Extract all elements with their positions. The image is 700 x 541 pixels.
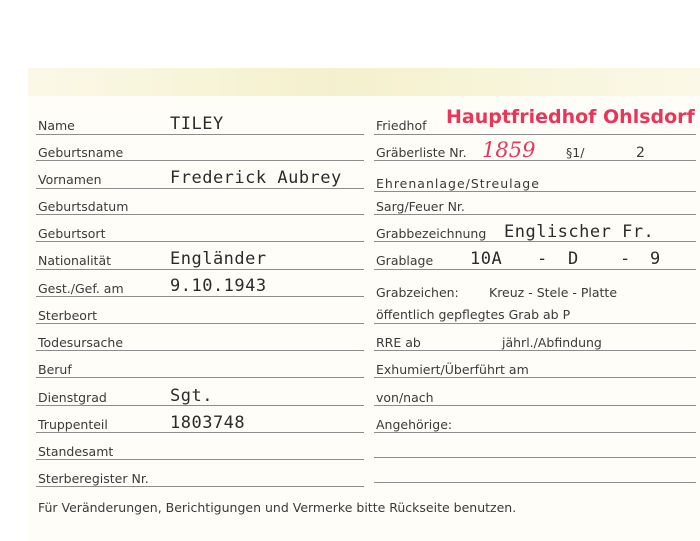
rule: [374, 323, 696, 324]
relatives-label: Angehörige:: [376, 417, 453, 432]
rule: [36, 350, 364, 351]
rule: [374, 134, 696, 135]
exhumed-label: Exhumiert/Überführt am: [376, 362, 529, 377]
registry-office-label: Standesamt: [38, 444, 114, 459]
rule: [36, 405, 364, 406]
firstnames-label: Vornamen: [38, 172, 102, 187]
rule: [374, 214, 696, 215]
header-band: [28, 68, 700, 96]
gravelist-sub: 2: [636, 145, 645, 161]
birthdate-label: Geburtsdatum: [38, 199, 129, 214]
rule: [36, 188, 364, 189]
rule: [36, 269, 364, 270]
rule: [36, 214, 364, 215]
gravename-label: Grabbezeichnung: [376, 226, 487, 241]
rule: [374, 241, 696, 242]
location-dash: -: [537, 249, 548, 269]
unit-value: 1803748: [170, 413, 246, 433]
rule: [374, 191, 696, 192]
rule: [374, 160, 696, 161]
rank-label: Dienstgrad: [38, 390, 107, 405]
cemetery-stamp: Hauptfriedhof Ohlsdorf: [446, 106, 695, 128]
birthplace-label: Geburtsort: [38, 226, 106, 241]
location-b: D: [568, 249, 579, 269]
rule: [374, 482, 696, 483]
rule: [374, 269, 696, 270]
rre-label: RRE ab: [376, 335, 421, 350]
cause-label: Todesursache: [38, 335, 124, 350]
died-value: 9.10.1943: [170, 276, 267, 296]
deathplace-label: Sterbeort: [38, 308, 97, 323]
cemetery-label: Friedhof: [376, 118, 427, 133]
gravelist-label: Gräberliste Nr.: [376, 145, 467, 160]
rule: [36, 160, 364, 161]
name-value: TILEY: [170, 114, 224, 134]
firstnames-value: Frederick Aubrey: [170, 168, 342, 188]
rule: [374, 350, 696, 351]
rule: [36, 432, 364, 433]
rre-options: jährl./Abfindung: [502, 335, 602, 350]
death-register-label: Sterberegister Nr.: [38, 471, 149, 486]
rule: [36, 377, 364, 378]
name-label: Name: [38, 118, 75, 133]
gravename-value: Englischer Fr.: [504, 222, 655, 242]
rule: [374, 457, 696, 458]
nationality-label: Nationalität: [38, 253, 112, 268]
rule: [36, 134, 364, 135]
honor-label: Ehrenanlage/Streulage: [376, 176, 540, 191]
location-a: 10A: [470, 249, 503, 269]
rule: [36, 323, 364, 324]
rule: [374, 377, 696, 378]
location-dash: -: [620, 249, 631, 269]
died-label: Gest./Gef. am: [38, 281, 124, 296]
gravelist-paragraph: §1/: [566, 145, 585, 160]
rule: [36, 486, 364, 487]
gravelist-number: 1859: [482, 138, 536, 162]
profession-label: Beruf: [38, 362, 72, 377]
footer-note: Für Veränderungen, Berichtigungen und Vermerke bitte Rückseite benutzen.: [38, 500, 517, 515]
public-grave-label: öffentlich gepflegtes Grab ab P: [376, 307, 571, 322]
unit-label: Truppenteil: [38, 417, 108, 432]
location-label: Grablage: [376, 253, 434, 268]
rule: [36, 241, 364, 242]
coffin-label: Sarg/Feuer Nr.: [376, 199, 465, 214]
nationality-value: Engländer: [170, 249, 267, 269]
marker-label: Grabzeichen:: [376, 285, 459, 300]
marker-options: Kreuz - Stele - Platte: [489, 285, 618, 300]
rule: [374, 405, 696, 406]
fromto-label: von/nach: [376, 390, 434, 405]
location-c: 9: [650, 249, 661, 269]
rule: [374, 432, 696, 433]
birthname-label: Geburtsname: [38, 145, 124, 160]
rule: [36, 459, 364, 460]
rule: [36, 296, 364, 297]
rank-value: Sgt.: [170, 386, 213, 406]
